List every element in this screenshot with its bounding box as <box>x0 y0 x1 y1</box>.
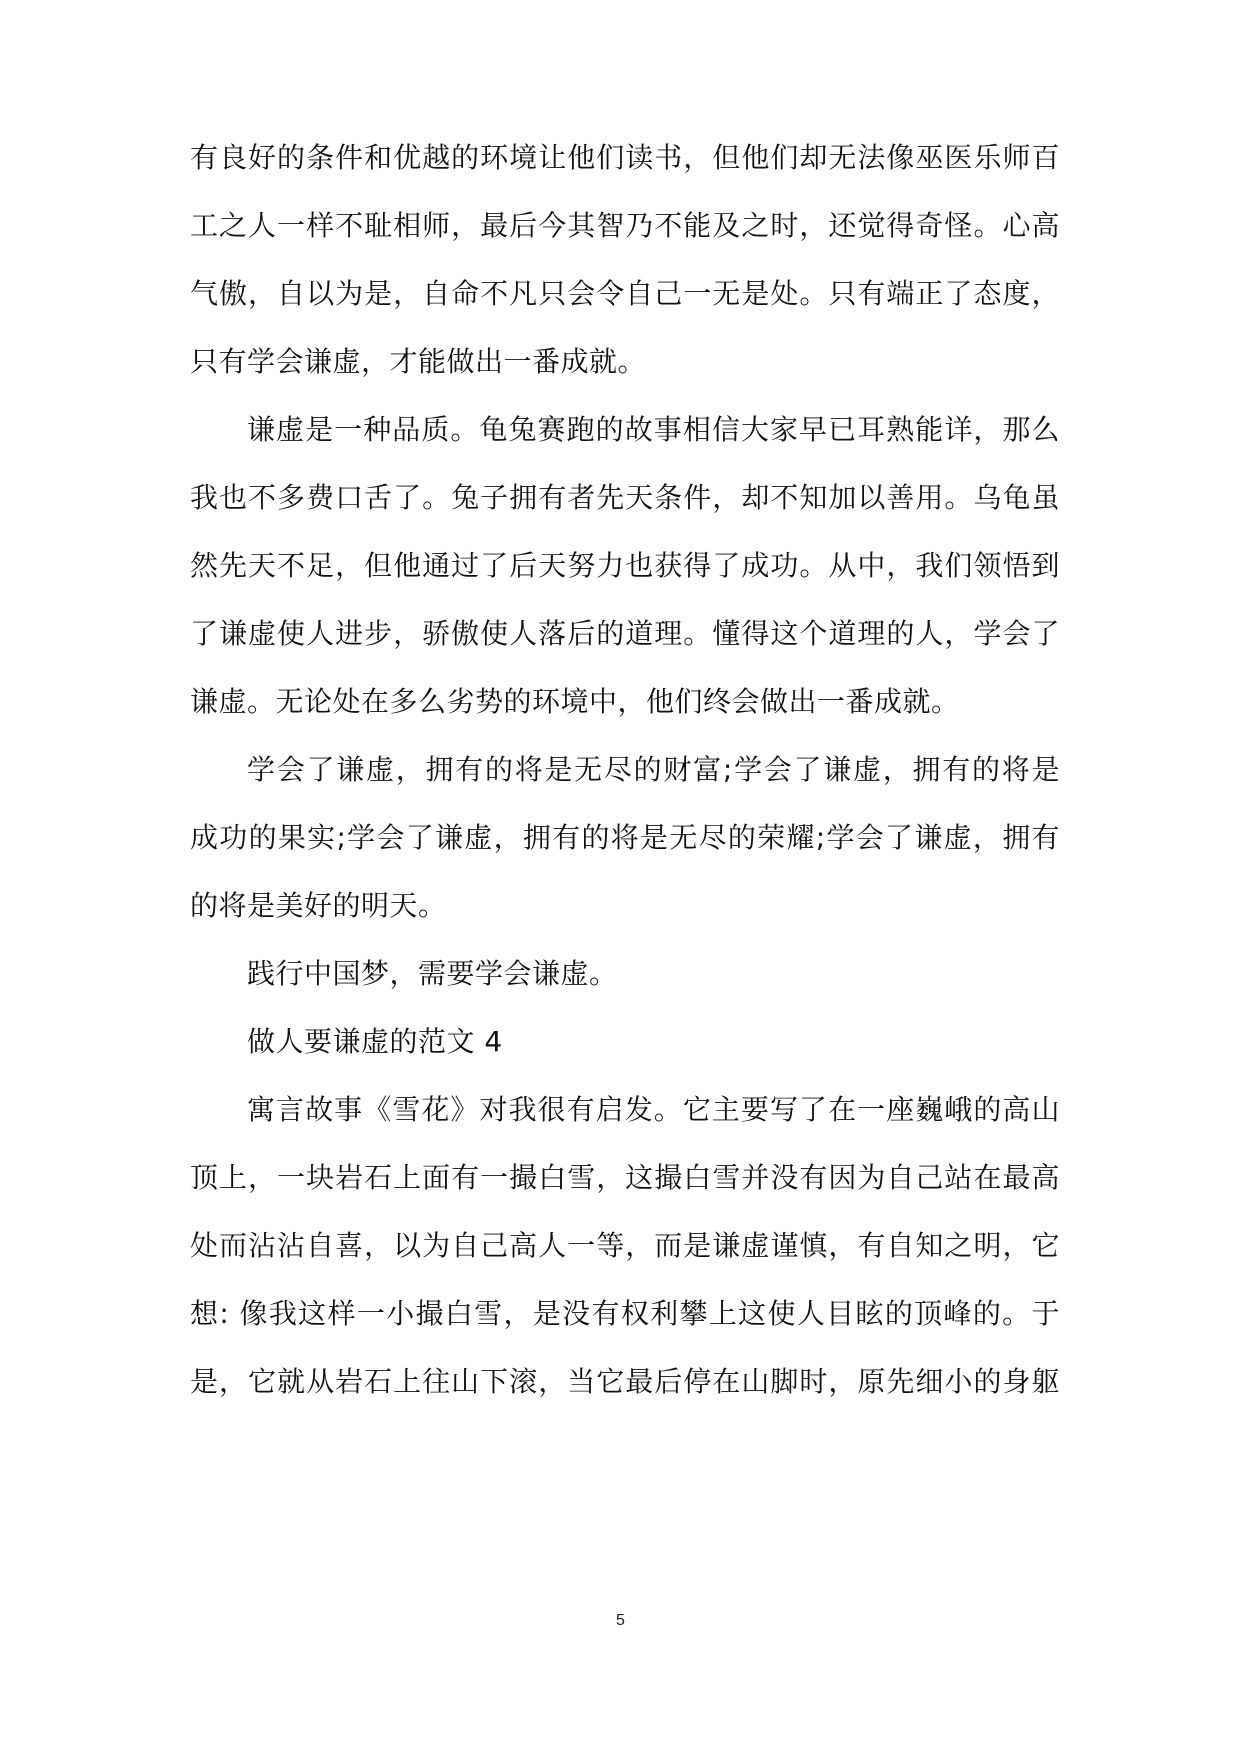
paragraph-1-line-1: 有良好的条件和优越的环境让他们读书，但他们却无法像巫医乐师百 <box>190 141 1060 174</box>
paragraph-2-line-1: 谦虚是一种品质。龟兔赛跑的故事相信大家早已耳熟能详，那么 <box>247 413 1060 446</box>
paragraph-2-line-4: 了谦虚使人进步，骄傲使人落后的道理。懂得这个道理的人，学会了 <box>190 617 1060 650</box>
paragraph-4-line-1: 践行中国梦，需要学会谦虚。 <box>247 957 618 990</box>
paragraph-3-line-1: 学会了谦虚，拥有的将是无尽的财富;学会了谦虚，拥有的将是 <box>247 753 1060 786</box>
paragraph-2-line-3: 然先天不足，但他通过了后天努力也获得了成功。从中，我们领悟到 <box>190 549 1060 582</box>
page-number: 5 <box>616 1612 625 1629</box>
paragraph-3-line-2: 成功的果实;学会了谦虚，拥有的将是无尽的荣耀;学会了谦虚，拥有 <box>190 821 1060 854</box>
paragraph-6-line-4: 想: 像我这样一小撮白雪，是没有权利攀上这使人目眩的顶峰的。于 <box>190 1297 1060 1330</box>
paragraph-2-line-5: 谦虚。无论处在多么劣势的环境中，他们终会做出一番成就。 <box>190 685 960 718</box>
paragraph-6-line-3: 处而沾沾自喜，以为自己高人一等，而是谦虚谨慎，有自知之明，它 <box>190 1229 1060 1262</box>
paragraph-1-line-2: 工之人一样不耻相师，最后今其智乃不能及之时，还觉得奇怪。心高 <box>190 209 1060 242</box>
paragraph-6-line-5: 是，它就从岩石上往山下滚，当它最后停在山脚时，原先细小的身躯 <box>190 1365 1060 1398</box>
paragraph-2-line-2: 我也不多费口舌了。兔子拥有者先天条件，却不知加以善用。乌龟虽 <box>190 481 1060 514</box>
paragraph-6-line-2: 顶上，一块岩石上面有一撮白雪，这撮白雪并没有因为自己站在最高 <box>190 1161 1060 1194</box>
paragraph-6-line-1: 寓言故事《雪花》对我很有启发。它主要写了在一座巍峨的高山 <box>247 1093 1060 1126</box>
section-heading: 做人要谦虚的范文 4 <box>247 1025 503 1058</box>
paragraph-1-line-3: 气傲，自以为是，自命不凡只会令自己一无是处。只有端正了态度， <box>190 277 1060 310</box>
paragraph-1-line-4: 只有学会谦虚，才能做出一番成就。 <box>190 345 647 378</box>
paragraph-3-line-3: 的将是美好的明天。 <box>190 889 447 922</box>
